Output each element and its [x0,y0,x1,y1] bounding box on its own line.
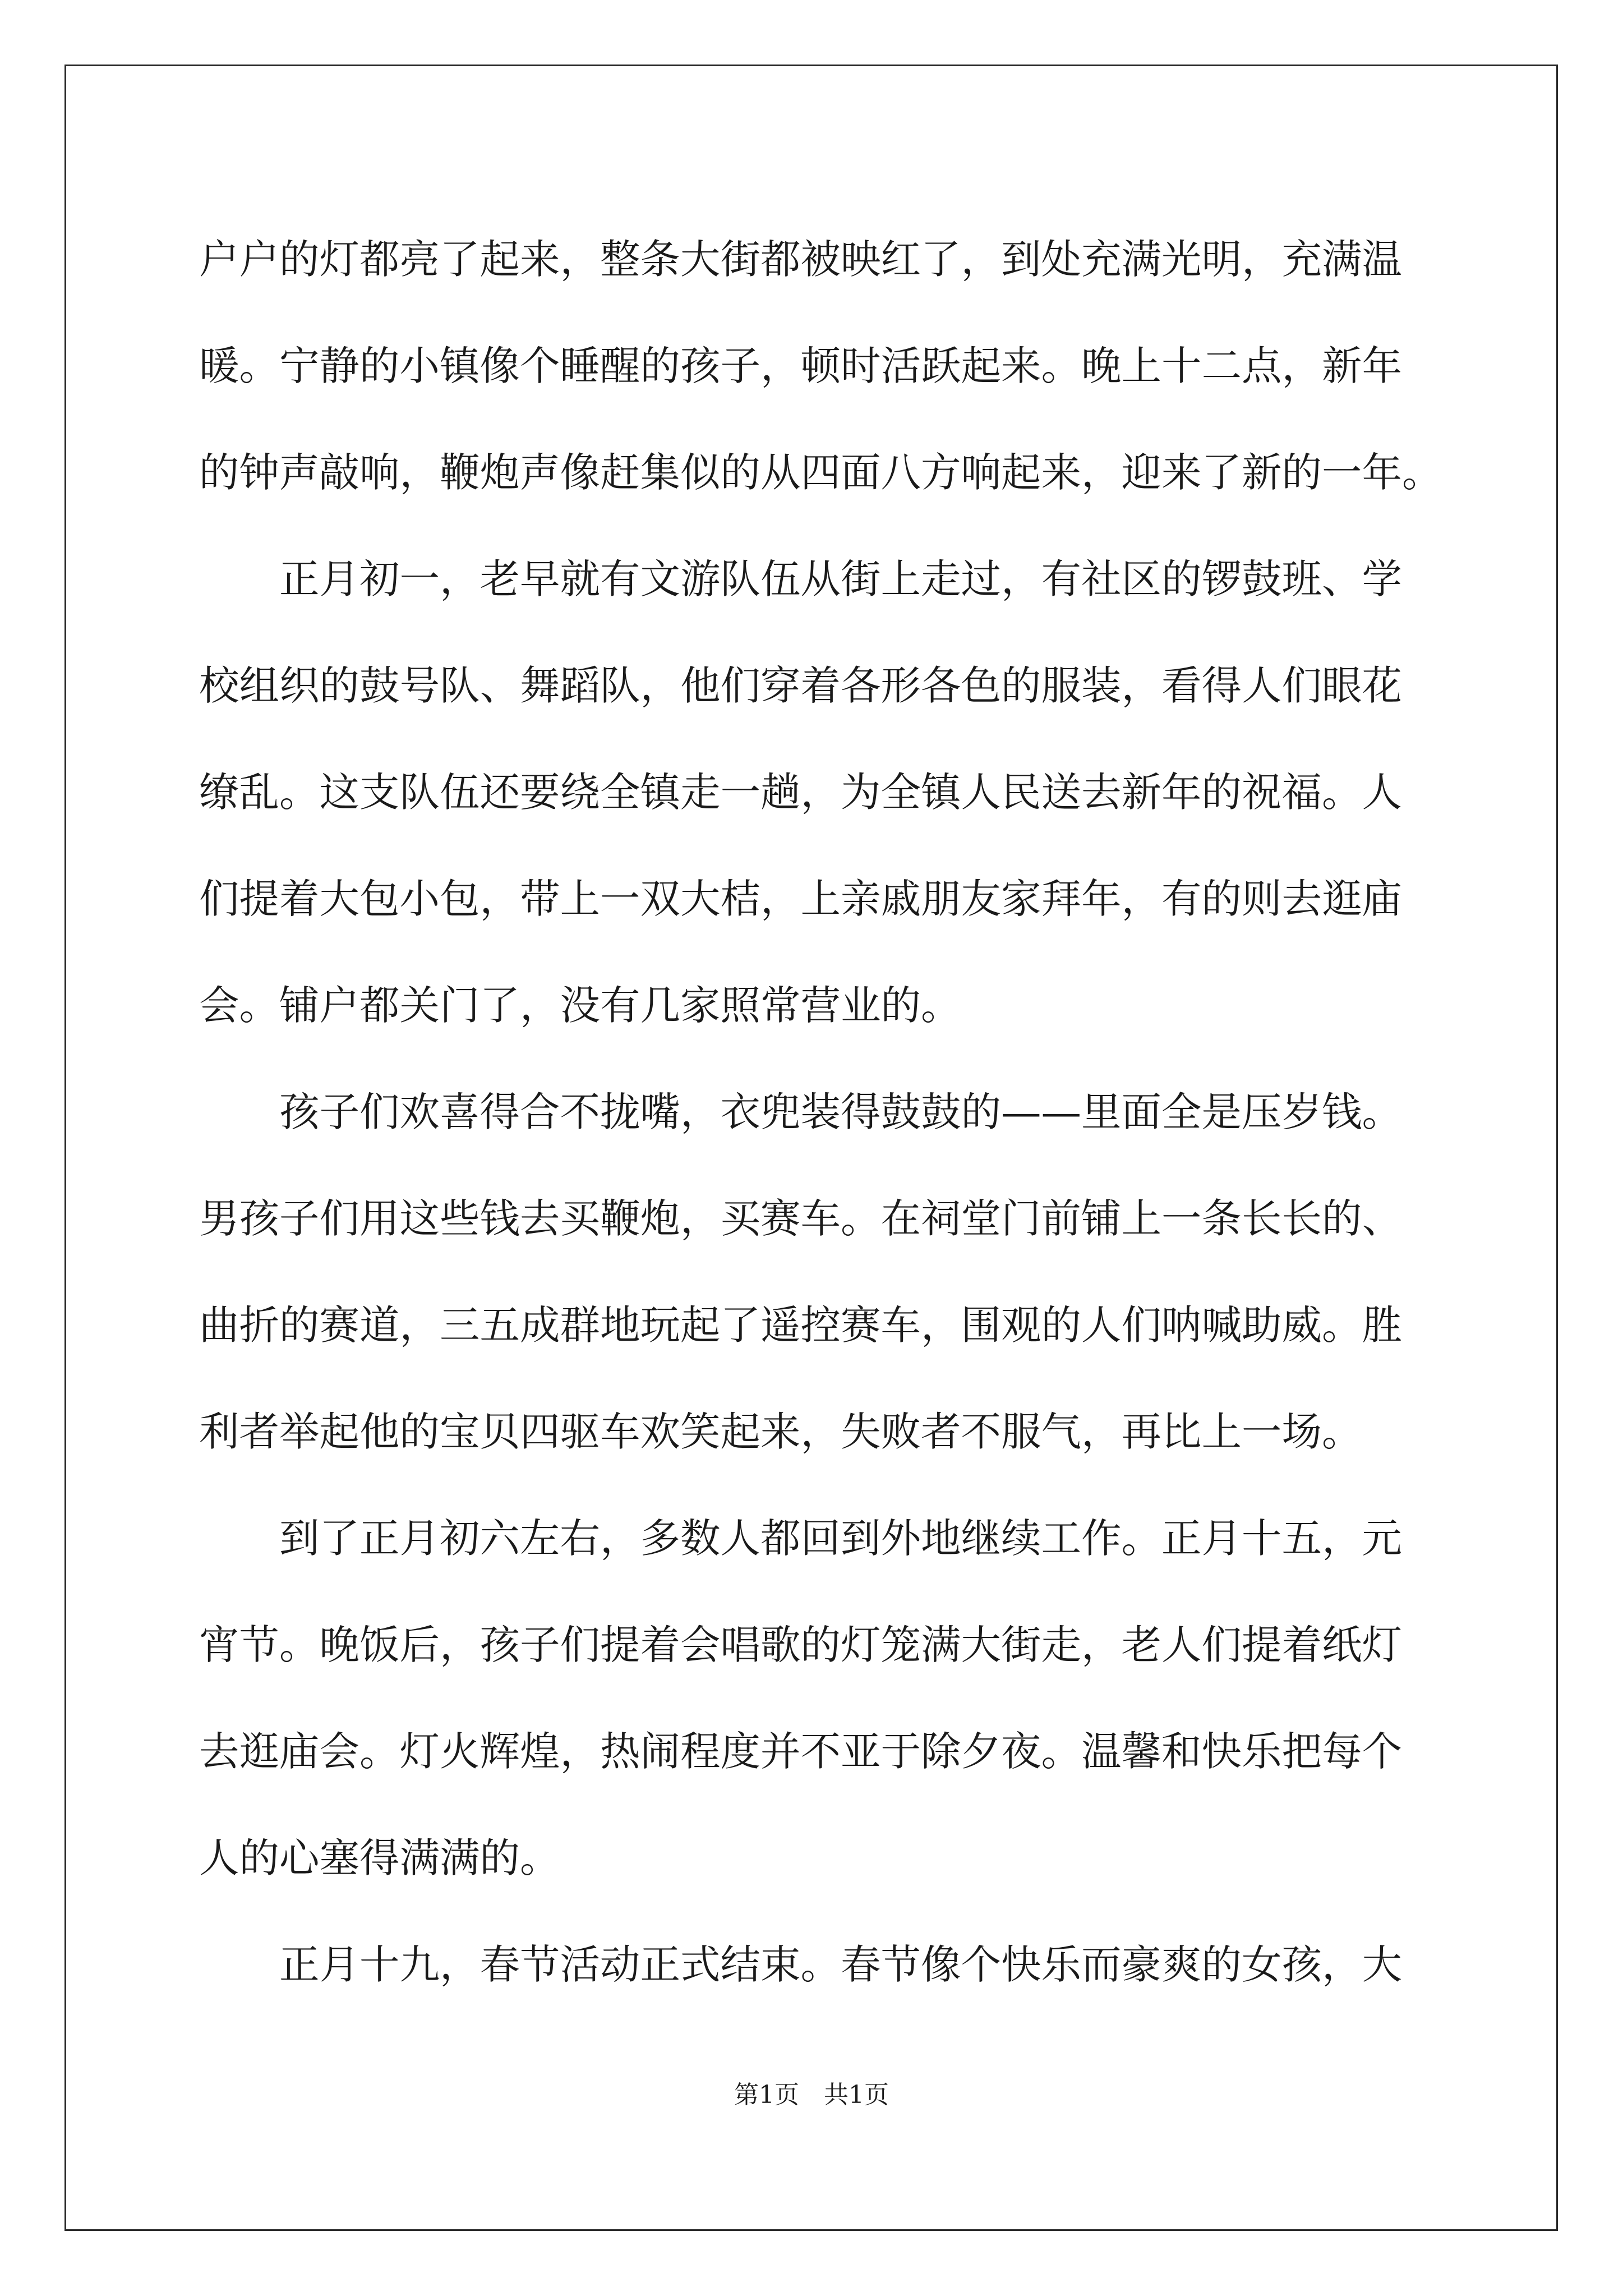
text-line: 孩子们欢喜得合不拢嘴，衣兜装得鼓鼓的——里面全是压岁钱。 [199,1089,1403,1135]
text-line: 到了正月初六左右，多数人都回到外地继续工作。正月十五，元 [199,1515,1403,1562]
text-line: 的钟声敲响，鞭炮声像赶集似的从四面八方响起来，迎来了新的一年。 [199,449,1442,496]
text-line: 曲折的赛道，三五成群地玩起了遥控赛车，围观的人们呐喊助威。胜 [199,1302,1403,1349]
text-line: 会。铺户都关门了，没有几家照常营业的。 [199,982,961,1029]
page-footer: 第1页 共1页 [734,2081,889,2109]
text-line: 宵节。晚饭后，孩子们提着会唱歌的灯笼满大街走，老人们提着纸灯 [199,1622,1403,1668]
text-line: 缭乱。这支队伍还要绕全镇走一趟，为全镇人民送去新年的祝福。人 [199,769,1403,816]
text-line: 利者举起他的宝贝四驱车欢笑起来，失败者不服气，再比上一场。 [199,1409,1362,1455]
text-line: 们提着大包小包，带上一双大桔，上亲戚朋友家拜年，有的则去逛庙 [199,876,1403,922]
text-line: 暖。宁静的小镇像个睡醒的孩子，顿时活跃起来。晚上十二点，新年 [199,343,1403,389]
text-line: 校组织的鼓号队、舞蹈队，他们穿着各形各色的服装，看得人们眼花 [199,662,1403,709]
text-line: 男孩子们用这些钱去买鞭炮，买赛车。在祠堂门前铺上一条长长的、 [199,1195,1403,1242]
text-line: 户户的灯都亮了起来，整条大街都被映红了，到处充满光明，充满温 [199,236,1403,283]
text-line: 人的心塞得满满的。 [199,1835,560,1881]
text-line: 去逛庙会。灯火辉煌，热闹程度并不亚于除夕夜。温馨和快乐把每个 [199,1728,1403,1775]
document-body [199,206,1442,2018]
text-line: 正月初一，老早就有文游队伍从街上走过，有社区的锣鼓班、学 [199,556,1403,602]
text-line: 正月十九，春节活动正式结束。春节像个快乐而豪爽的女孩，大 [199,1941,1403,1988]
